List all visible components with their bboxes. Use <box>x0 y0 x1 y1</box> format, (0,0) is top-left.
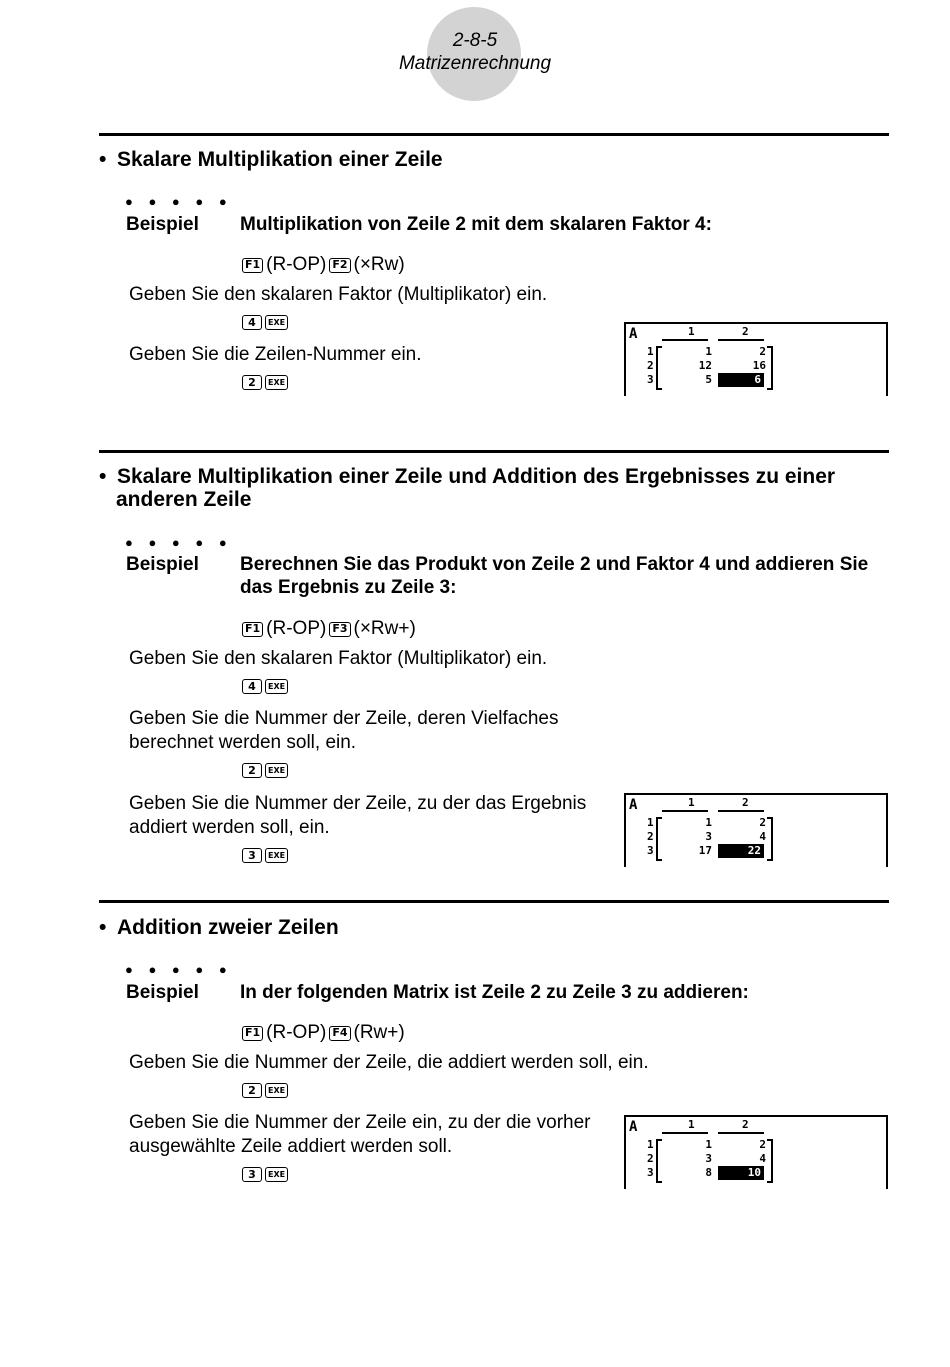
bullet-icon: • <box>99 148 107 171</box>
row-index: 3 <box>647 1166 654 1179</box>
matrix-cell: 12 <box>698 359 712 372</box>
row-index: 2 <box>647 359 654 372</box>
step-text: Geben Sie den skalaren Faktor (Multiplikator) ein. <box>129 284 548 305</box>
matrix-cell-selected: 22 <box>718 844 764 858</box>
row-index: 1 <box>647 1138 654 1151</box>
example-label: Beispiel <box>126 554 199 575</box>
calculator-screen <box>624 322 888 396</box>
matrix-cell: 17 <box>698 844 712 857</box>
column-header: 2 <box>742 796 749 809</box>
matrix-name: A <box>629 797 638 813</box>
row-index: 1 <box>647 816 654 829</box>
digit-key-icon: 2 <box>242 375 262 390</box>
section-title: • Addition zweier Zeilen <box>99 916 339 939</box>
example-dots: ● ● ● ● ● <box>125 535 233 550</box>
digit-key-icon: 3 <box>242 1167 262 1182</box>
f3-key-icon: F3 <box>329 622 350 637</box>
example-label: Beispiel <box>126 982 199 1003</box>
matrix-cell: 8 <box>705 1166 712 1179</box>
section-title: • Skalare Multiplikation einer Zeile <box>99 148 443 171</box>
function-keys: F1 (R-OP) F4 (Rw+) <box>242 1022 405 1044</box>
step-keys <box>242 763 291 778</box>
function-keys: F1 (R-OP) F2 (×Rw) <box>242 254 405 276</box>
example-text: Berechnen Sie das Produkt von Zeile 2 und Faktor 4 und addieren Sie das Ergebnis zu Zeile 3: <box>240 554 869 598</box>
matrix-cell: 1 <box>705 1138 712 1151</box>
column-header: 1 <box>688 325 695 338</box>
bullet-icon: • <box>99 916 107 939</box>
exe-key-icon: EXE <box>265 1083 288 1098</box>
row-index: 2 <box>647 830 654 843</box>
f4-key-icon: F4 <box>329 1026 350 1041</box>
matrix-name: A <box>629 1119 638 1135</box>
matrix-cell: 3 <box>705 830 712 843</box>
step-keys <box>242 1083 291 1098</box>
section-divider <box>99 900 889 903</box>
row-index: 1 <box>647 345 654 358</box>
example-text: Multiplikation von Zeile 2 mit dem skalaren Faktor 4: <box>240 214 712 235</box>
example-text: In der folgenden Matrix ist Zeile 2 zu Zeile 3 zu addieren: <box>240 982 749 1003</box>
matrix-cell: 2 <box>759 816 766 829</box>
step-keys <box>242 315 291 330</box>
f2-key-icon: F2 <box>329 258 350 273</box>
page-title: Matrizenrechnung <box>398 53 552 74</box>
step-text: Geben Sie die Nummer der Zeile, die addiert werden soll, ein. <box>129 1052 649 1073</box>
step-keys <box>242 679 291 694</box>
bullet-icon: • <box>99 465 107 488</box>
step-text: Geben Sie die Nummer der Zeile, zu der das Ergebnis addiert werden soll, ein. <box>129 793 587 838</box>
section-divider <box>99 450 889 453</box>
matrix-cell: 16 <box>752 359 766 372</box>
row-index: 2 <box>647 1152 654 1165</box>
f1-key-icon: F1 <box>242 622 263 637</box>
example-label: Beispiel <box>126 214 199 235</box>
column-header: 2 <box>742 325 749 338</box>
matrix-cell: 5 <box>705 373 712 386</box>
matrix-cell-selected: 6 <box>718 373 764 387</box>
step-text: Geben Sie den skalaren Faktor (Multiplikator) ein. <box>129 648 548 669</box>
digit-key-icon: 4 <box>242 315 262 330</box>
matrix-cell-selected: 10 <box>718 1166 764 1180</box>
f1-key-icon: F1 <box>242 1026 263 1041</box>
matrix-cell: 4 <box>759 830 766 843</box>
exe-key-icon: EXE <box>265 679 288 694</box>
digit-key-icon: 2 <box>242 1083 262 1098</box>
section-divider <box>99 133 889 136</box>
function-keys: F1 (R-OP) F3 (×Rw+) <box>242 618 416 640</box>
step-keys <box>242 1167 291 1182</box>
exe-key-icon: EXE <box>265 763 288 778</box>
step-text: Geben Sie die Nummer der Zeile ein, zu der die vorher ausgewählte Zeile addiert werden soll. <box>129 1112 591 1157</box>
calculator-screen <box>624 793 888 867</box>
exe-key-icon: EXE <box>265 1167 288 1182</box>
exe-key-icon: EXE <box>265 315 288 330</box>
page-number: 2-8-5 <box>452 30 498 51</box>
matrix-cell: 1 <box>705 345 712 358</box>
exe-key-icon: EXE <box>265 375 288 390</box>
matrix-cell: 1 <box>705 816 712 829</box>
calculator-screen <box>624 1115 888 1189</box>
step-keys <box>242 375 291 390</box>
digit-key-icon: 2 <box>242 763 262 778</box>
step-text: Geben Sie die Zeilen-Nummer ein. <box>129 344 422 365</box>
column-header: 1 <box>688 796 695 809</box>
row-index: 3 <box>647 844 654 857</box>
f1-key-icon: F1 <box>242 258 263 273</box>
matrix-cell: 3 <box>705 1152 712 1165</box>
matrix-name: A <box>629 326 638 342</box>
example-dots: ● ● ● ● ● <box>125 962 233 977</box>
matrix-cell: 2 <box>759 1138 766 1151</box>
matrix-cell: 4 <box>759 1152 766 1165</box>
matrix-cell: 2 <box>759 345 766 358</box>
column-header: 2 <box>742 1118 749 1131</box>
column-header: 1 <box>688 1118 695 1131</box>
row-index: 3 <box>647 373 654 386</box>
digit-key-icon: 3 <box>242 848 262 863</box>
section-title: • Skalare Multiplikation einer Zeile und Addition des Ergebnisses zu einer anderen Zeile <box>99 465 836 511</box>
digit-key-icon: 4 <box>242 679 262 694</box>
step-text: Geben Sie die Nummer der Zeile, deren Vielfaches berechnet werden soll, ein. <box>129 708 559 753</box>
example-dots: ● ● ● ● ● <box>125 194 233 209</box>
exe-key-icon: EXE <box>265 848 288 863</box>
step-keys <box>242 848 291 863</box>
